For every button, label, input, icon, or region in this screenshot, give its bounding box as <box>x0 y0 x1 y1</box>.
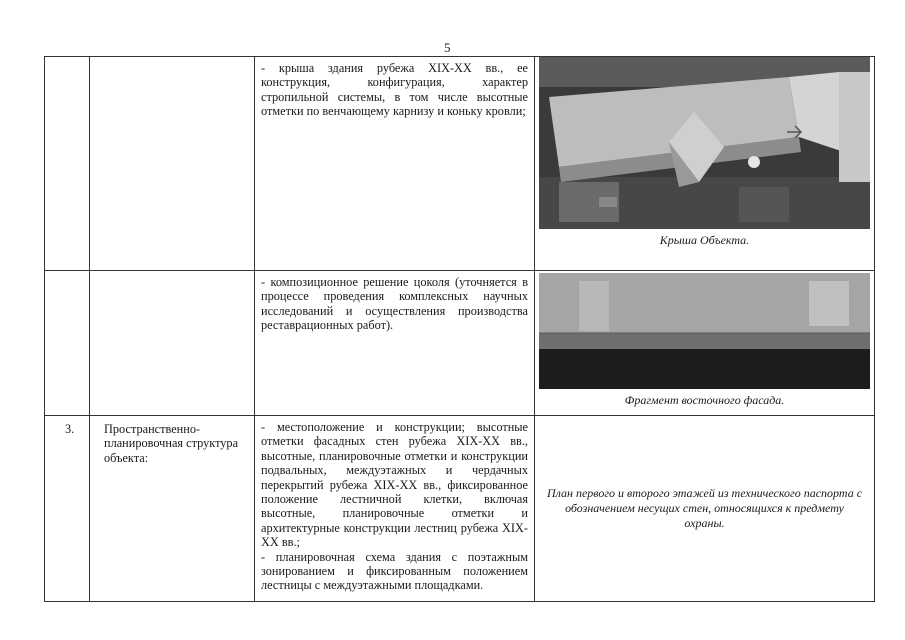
row-number-cell <box>45 57 90 271</box>
floor-plan-note: План первого и второго этажей из технического паспорта с обозначением несущих стен, относящихся к предмету охраны. <box>546 486 863 530</box>
row-number-cell <box>45 416 90 602</box>
row-description-cell <box>255 416 535 602</box>
row-name-cell <box>90 271 255 416</box>
row-number-cell <box>45 271 90 416</box>
row-description-cell <box>255 271 535 416</box>
row-image-cell <box>535 57 875 271</box>
plinth-description: - композиционное решение цоколя (уточняется в процессе проведения комплексных научных исследований и осуществления производства реставрационных работ). <box>261 275 528 333</box>
table-row <box>45 57 875 271</box>
row-image-cell <box>535 271 875 416</box>
page-number: 5 <box>444 40 451 55</box>
protection-subject-table <box>44 56 875 602</box>
row-image-cell <box>535 416 875 602</box>
roof-caption: Крыша Объекта. <box>659 233 750 247</box>
row-description-cell <box>255 57 535 271</box>
east-facade-caption: Фрагмент восточного фасада. <box>624 393 785 407</box>
roof-photo <box>539 57 870 229</box>
roof-description: - крыша здания рубежа XIX-XX вв., ее конструкция, конфигурация, характер стропильной системы, в том числе высотные отметки по венчающему карнизу и коньку кровли; <box>261 61 528 119</box>
row-number: 3. <box>65 422 75 436</box>
table-row <box>45 271 875 416</box>
row-name-cell <box>90 416 255 602</box>
planning-item-1: - местоположение и конструкции; высотные отметки фасадных стен рубежа XIX-XX вв., высотные, планировочные отметки и конструкции подвальных, междуэтажных и чердачных перекрытий рубежа XIX-XX вв., фиксированное положение лестничной клетки, включая высотные, планировочные отметки и архитектурные конструкции лестниц рубежа XIX-XX вв.; <box>261 420 528 550</box>
row-name: Пространственно-планировочная структура объекта: <box>104 422 239 465</box>
east-facade-photo <box>539 273 870 389</box>
row-name-cell <box>90 57 255 271</box>
table-row <box>45 416 875 602</box>
planning-item-2: - планировочная схема здания с поэтажным зонированием и фиксированным положением лестницы с междуэтажными площадками. <box>261 549 528 593</box>
